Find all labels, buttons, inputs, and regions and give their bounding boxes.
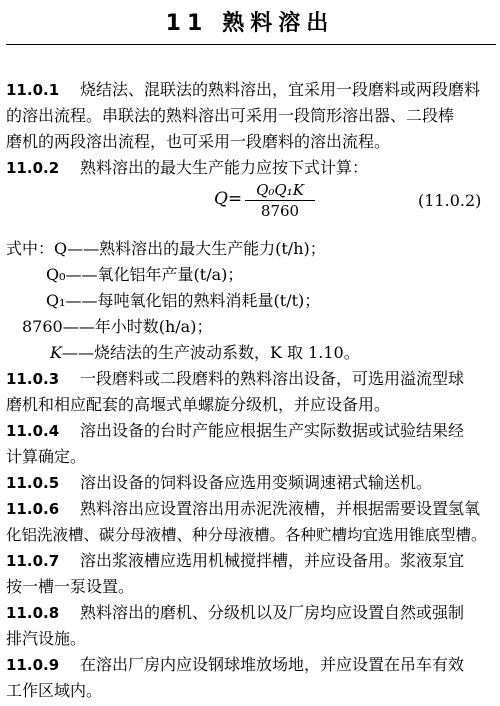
- clause-text: 熟料溶出的磨机、分级机以及厂房均应设置自然或强制: [80, 603, 465, 622]
- clause-number: 11.0.6: [6, 500, 60, 518]
- clause-text: 烧结法、混联法的熟料溶出，宜采用一段磨料或两段磨料: [80, 80, 481, 99]
- clause-number: 11.0.3: [6, 370, 60, 388]
- clause-number: 11.0.4: [6, 422, 60, 440]
- definition-text: ——年小时数(h/a)；: [62, 317, 213, 336]
- clause-line: [6, 575, 496, 599]
- definition-symbol: 式中：Q: [6, 239, 68, 258]
- clause-line: [6, 130, 496, 154]
- clause-text: 熟料溶出应设置溶出用赤泥洗液槽，并根据需要设置氢氧: [80, 499, 481, 518]
- clause-line: [6, 653, 496, 677]
- definition-symbol: K: [50, 343, 62, 362]
- clause-text: 计算确定。: [6, 447, 87, 466]
- formula-numerator: Q₀Q₁K: [245, 181, 315, 201]
- formula-fraction: [245, 181, 315, 220]
- clause-number: 11.0.2: [6, 159, 60, 177]
- clause-line: [6, 156, 496, 180]
- chapter-number: 11: [165, 11, 209, 36]
- clause-text: 按一槽一泵设置。: [6, 577, 135, 596]
- clause-number: 11.0.8: [6, 604, 60, 622]
- chapter-title: [0, 6, 500, 37]
- clause-text: 在溶出厂房内应设钢球堆放场地，并应设置在吊车有效: [80, 655, 465, 674]
- definition-line: [22, 315, 482, 339]
- clause-line: [6, 497, 496, 521]
- definition-line: [46, 263, 486, 287]
- definition-line: [6, 237, 496, 261]
- clause-text: 的溶出流程。串联法的熟料溶出可采用一段筒形溶出器、二段棒: [6, 106, 455, 125]
- clause-text: 溶出浆液槽应选用机械搅拌槽，并应设备用。浆液泵宜: [80, 551, 465, 570]
- clause-line: [6, 549, 496, 573]
- clause-number: 11.0.9: [6, 656, 60, 674]
- definition-line: [50, 341, 486, 365]
- clause-text: 熟料溶出的最大生产能力应按下式计算：: [80, 158, 369, 177]
- chapter-heading: 熟料溶出: [222, 11, 335, 36]
- formula-number: (11.0.2): [418, 191, 482, 210]
- clause-line: [6, 445, 496, 469]
- definition-text: ——每吨氧化铝的熟料消耗量(t/t)；: [65, 291, 321, 310]
- clause-text: 工作区域内。: [6, 681, 103, 700]
- definition-text: ——烧结法的生产波动系数，K 取 1.10。: [61, 343, 360, 362]
- definition-line: [46, 289, 486, 313]
- clause-text: 磨机的两段溶出流程，也可采用一段磨料的溶出流程。: [6, 132, 391, 151]
- clause-text: 溶出设备的台时产能应根据生产实际数据或试验结果经: [80, 421, 465, 440]
- clause-line: [6, 367, 496, 391]
- clause-text: 排汽设施。: [6, 629, 87, 648]
- clause-text: 磨机和相应配套的高堰式单螺旋分级机，并应设备用。: [6, 395, 391, 414]
- clause-text: 一段磨料或二段磨料的熟料溶出设备，可选用溢流型球: [80, 369, 465, 388]
- formula: [0, 181, 500, 227]
- formula-lhs: Q=: [214, 189, 243, 209]
- clause-number: 11.0.5: [6, 474, 60, 492]
- definition-symbol: Q₀: [46, 265, 66, 284]
- clause-text: 化铝洗液槽、碳分母液槽、种分母液槽。各种贮槽均宜选用锥底型槽。: [6, 526, 487, 544]
- clause-line: [6, 601, 496, 625]
- definition-text: ——熟料溶出的最大生产能力(t/h)；: [67, 239, 326, 258]
- title-divider: [6, 44, 496, 45]
- clause-line: [6, 78, 496, 102]
- clause-line: [6, 627, 496, 651]
- clause-line: [6, 523, 496, 547]
- formula-denominator: 8760: [260, 202, 300, 220]
- definition-symbol: 8760: [22, 317, 63, 336]
- clause-line: [6, 419, 496, 443]
- clause-line: [6, 679, 496, 703]
- clause-line: [6, 393, 496, 417]
- clause-line: [6, 471, 496, 495]
- clause-line: [6, 104, 496, 128]
- clause-text: 溶出设备的饲料设备应选用变频调速裙式输送机。: [80, 473, 433, 492]
- clause-number: 11.0.7: [6, 552, 60, 570]
- definition-symbol: Q₁: [46, 291, 66, 310]
- definition-text: ——氧化铝年产量(t/a)；: [65, 265, 244, 284]
- clause-number: 11.0.1: [6, 81, 60, 99]
